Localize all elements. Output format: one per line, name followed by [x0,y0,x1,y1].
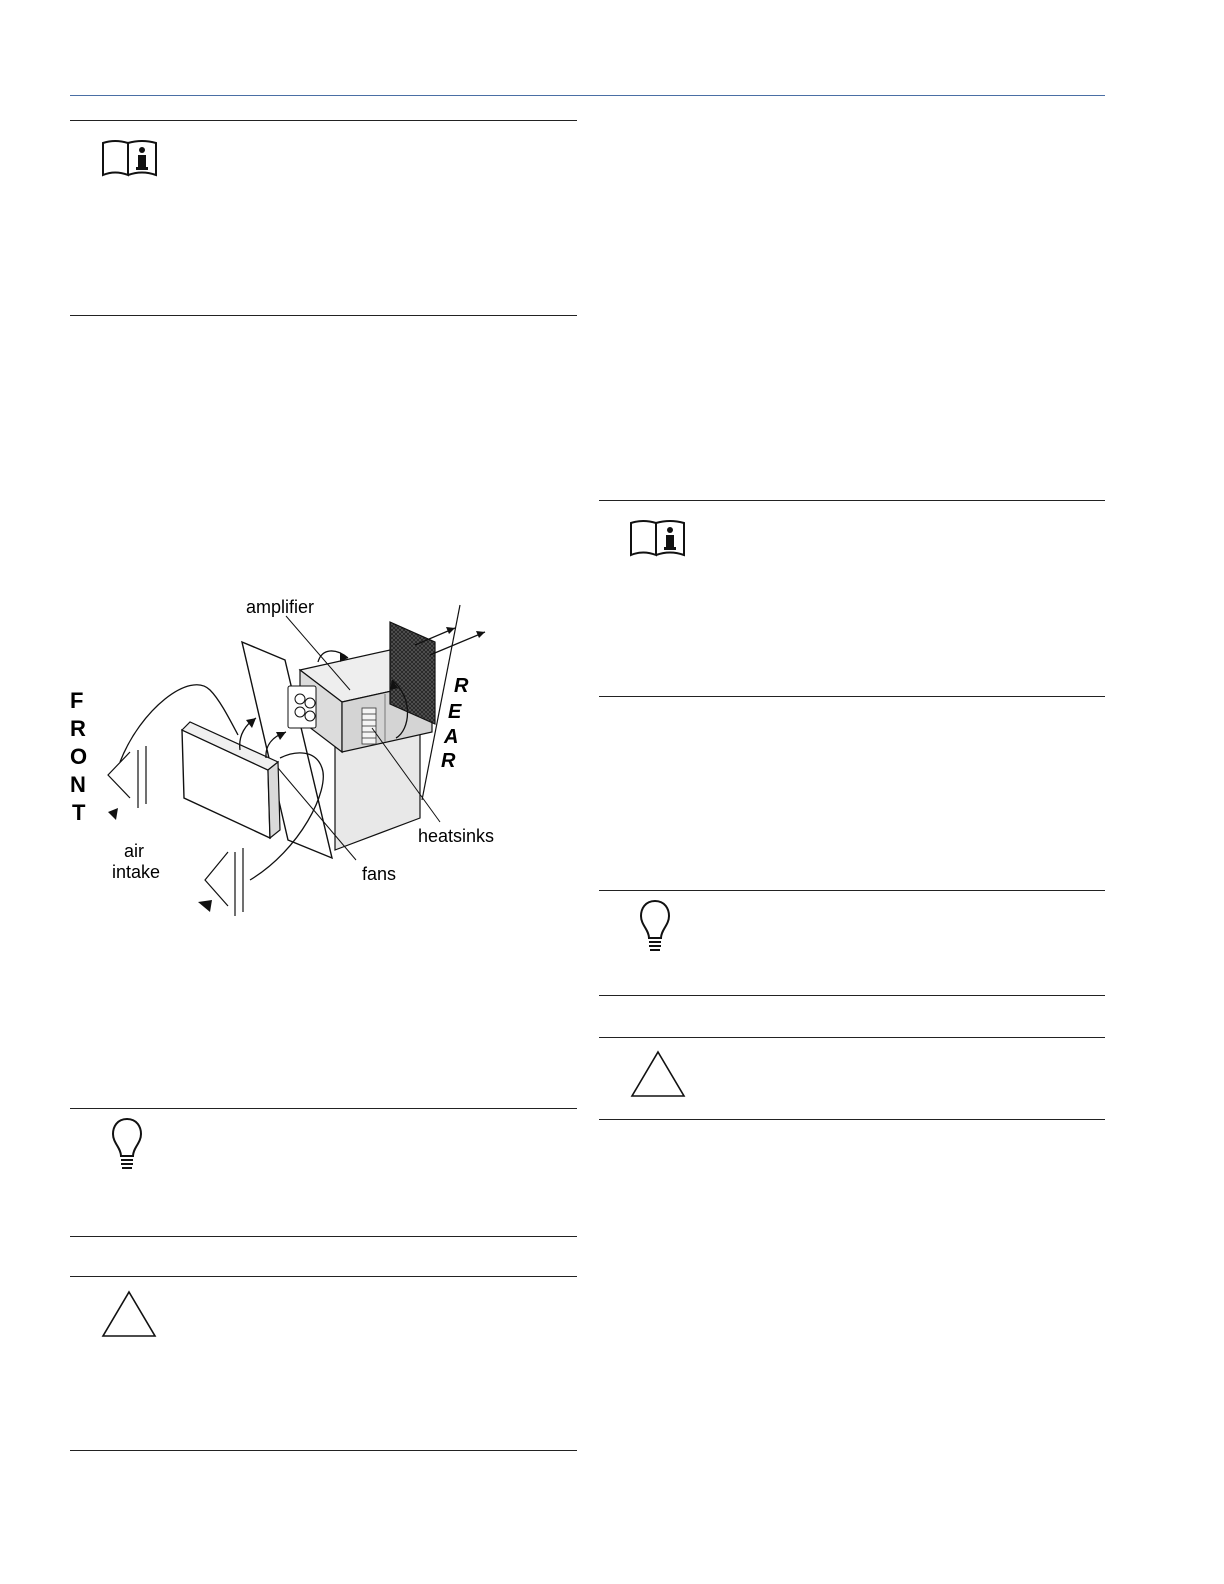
label-intake: intake [112,862,161,882]
svg-text:O: O [70,744,88,769]
lightbulb-icon [110,1116,144,1172]
note-bottom-rule [70,315,577,316]
warning-triangle-icon [629,1049,687,1099]
label-fans: fans [362,864,397,884]
note-top-rule [70,120,577,121]
note-bottom-rule [599,696,1105,697]
label-amplifier: amplifier [246,597,315,617]
airflow-diagram [60,590,540,930]
lightbulb-icon [638,898,672,954]
heatsink-fins [362,708,376,744]
manual-info-icon [628,517,688,559]
svg-text:E: E [448,701,462,723]
manual-info-icon [100,137,160,179]
caution-top-rule [599,1037,1105,1038]
label-heatsinks: heatsinks [418,826,495,846]
svg-text:N: N [70,772,86,797]
caution-top-rule [70,1276,577,1277]
header-rule [70,95,1105,96]
caution-bottom-rule [70,1450,577,1451]
rear-side-label [441,675,469,772]
tip-top-rule [599,890,1105,891]
svg-text:R: R [70,716,86,741]
tip-bottom-rule [599,995,1105,996]
svg-text:F: F [70,688,84,713]
label-air: air [124,841,145,861]
caution-bottom-rule [599,1119,1105,1120]
svg-text:A: A [444,726,459,748]
tip-top-rule [70,1108,577,1109]
tip-bottom-rule [70,1236,577,1237]
svg-text:T: T [72,800,86,825]
svg-text:R: R [441,750,456,772]
note-top-rule [599,500,1105,501]
warning-triangle-icon [100,1289,158,1339]
svg-text:R: R [454,675,469,697]
front-side-label [70,688,87,825]
